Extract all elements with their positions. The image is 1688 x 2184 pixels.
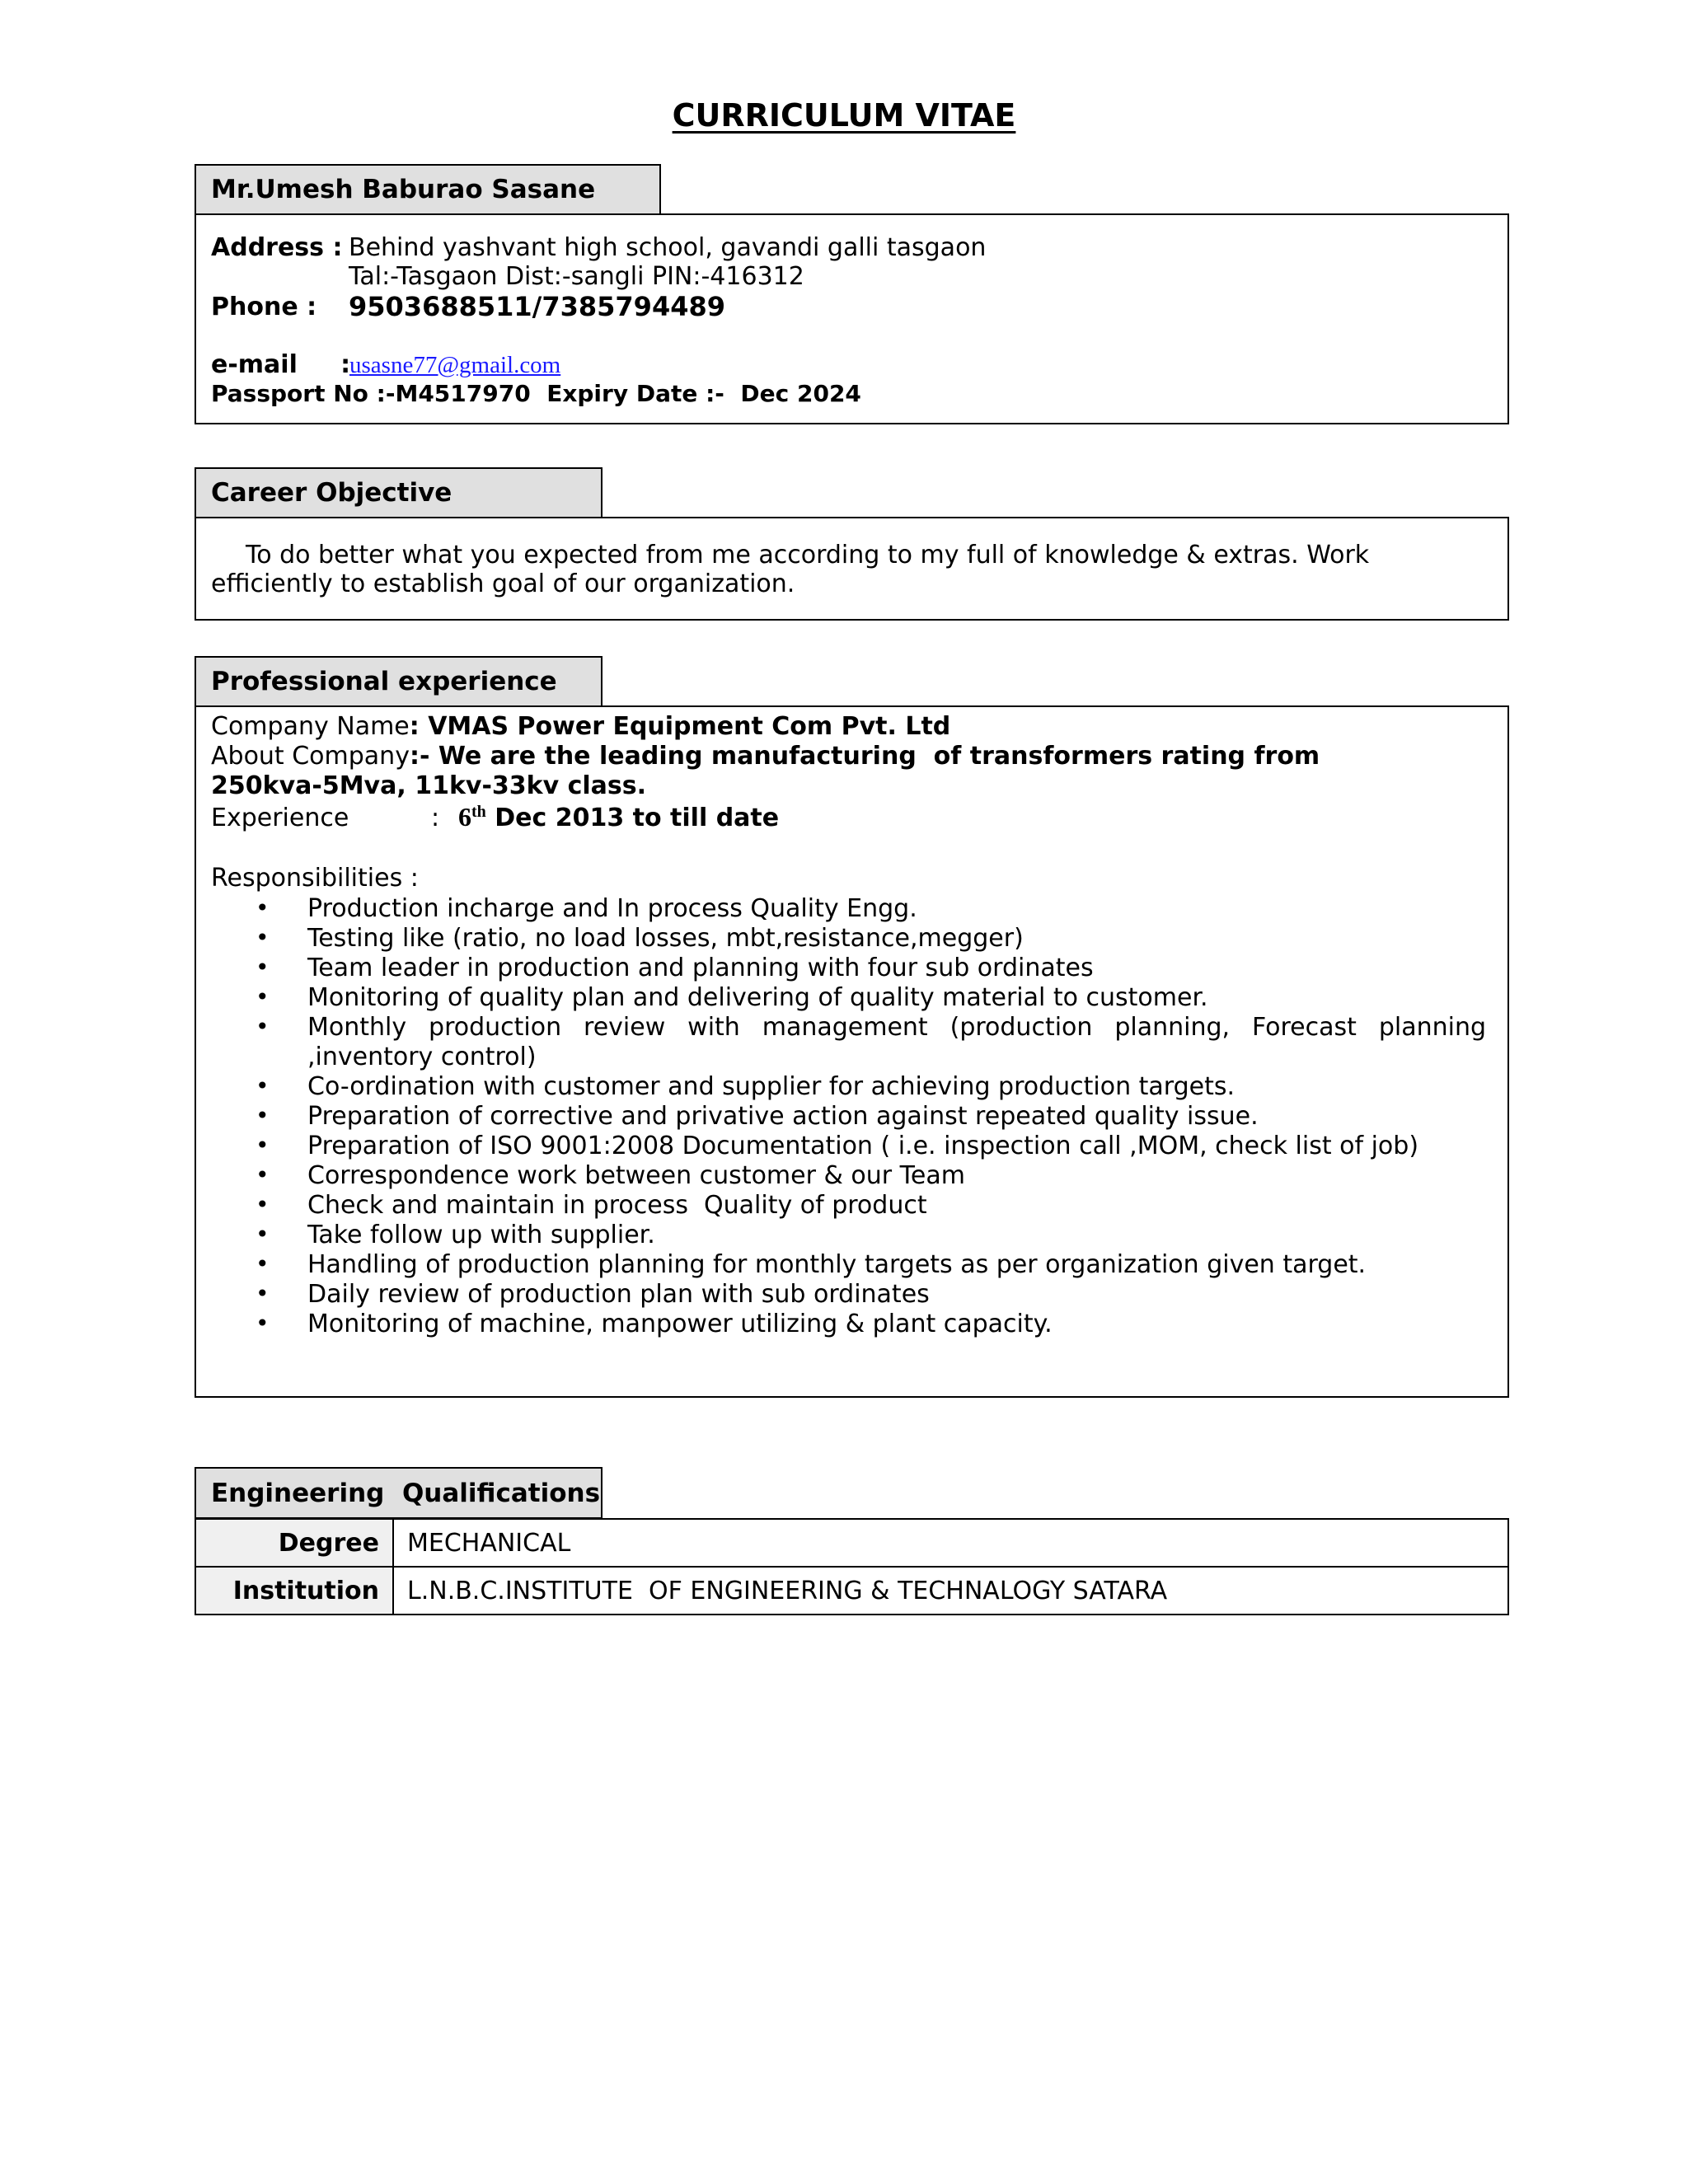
address-line-1: Behind yashvant high school, gavandi galli tasgaon: [349, 233, 987, 262]
responsibility-text: Take follow up with supplier.: [307, 1221, 655, 1249]
career-objective-box: [195, 517, 1509, 621]
bullet: •: [256, 1102, 270, 1129]
about-company-value: :- We are the leading manufacturing of transformers rating from: [409, 742, 1320, 771]
responsibility-text: Monthly production review with management (production planning, Forecast planning: [307, 1013, 1486, 1042]
bullet: •: [256, 1191, 270, 1218]
address-label: Address :: [211, 233, 343, 262]
professional-experience-heading: Professional experience: [211, 667, 557, 696]
responsibility-text: Preparation of ISO 9001:2008 Documentation ( i.e. inspection call ,MOM, check list of job): [307, 1132, 1419, 1160]
company-name-label: Company Name: [211, 712, 410, 741]
responsibility-text: Monitoring of machine, manpower utilizing & plant capacity.: [307, 1310, 1053, 1338]
phone-value: 9503688511/7385794489: [349, 291, 725, 322]
address-line-2: Tal:-Tasgaon Dist:-sangli PIN:-416312: [349, 262, 804, 291]
name-header-tab: [195, 164, 661, 215]
candidate-name: Mr.Umesh Baburao Sasane: [211, 175, 596, 204]
degree-label: Degree: [195, 1519, 393, 1567]
experience-colon: :: [431, 804, 440, 832]
bullet: •: [256, 924, 270, 951]
responsibility-text: Team leader in production and planning with four sub ordinates: [307, 954, 1094, 982]
bullet: •: [256, 1221, 270, 1248]
responsibility-text: Handling of production planning for monthly targets as per organization given target.: [307, 1250, 1367, 1279]
engineering-qualifications-heading: Engineering Qualifications: [211, 1478, 601, 1508]
page-title: CURRICULUM VITAE: [672, 97, 1016, 134]
experience-label: Experience: [211, 804, 349, 832]
responsibility-text: Production incharge and In process Quality Engg.: [307, 894, 917, 923]
experience-period: Dec 2013 to till date: [485, 804, 780, 832]
table-row: [195, 1567, 1508, 1615]
responsibility-text: Check and maintain in process Quality of product: [307, 1191, 927, 1220]
about-company-row: [211, 742, 1320, 771]
career-objective-tab: [195, 467, 603, 518]
qualifications-table: [195, 1518, 1509, 1615]
responsibility-text: Preparation of corrective and privative action against repeated quality issue.: [307, 1102, 1259, 1131]
responsibility-text: Testing like (ratio, no load losses, mbt,resistance,megger): [307, 924, 1024, 953]
professional-experience-tab: [195, 656, 603, 707]
bullet: •: [256, 1280, 270, 1307]
bullet: •: [256, 1132, 270, 1159]
about-company-label: About Company: [211, 742, 410, 771]
engineering-qualifications-tab: [195, 1467, 603, 1519]
career-objective-heading: Career Objective: [211, 478, 452, 508]
company-name-value: : VMAS Power Equipment Com Pvt. Ltd: [409, 712, 951, 741]
contact-box: [195, 213, 1509, 424]
institution-value: L.N.B.C.INSTITUTE OF ENGINEERING & TECHNALOGY SATARA: [393, 1567, 1508, 1615]
bullet: •: [256, 1013, 270, 1040]
email-label: e-mail :: [211, 350, 351, 379]
bullet: •: [256, 983, 270, 1010]
phone-label: Phone :: [211, 293, 317, 321]
responsibility-text-continued: ,inventory control): [307, 1043, 537, 1071]
career-objective-line-2: efficiently to establish goal of our organization.: [211, 569, 795, 598]
passport-info: Passport No :-M4517970 Expiry Date :- Dec 2024: [211, 380, 861, 407]
experience-day: 6: [458, 802, 471, 832]
responsibilities-label: Responsibilities :: [211, 864, 419, 893]
experience-day-suffix: th: [471, 803, 486, 821]
responsibility-text: Correspondence work between customer & our Team: [307, 1161, 965, 1190]
company-name-row: [211, 712, 950, 741]
responsibility-text: Co-ordination with customer and supplier for achieving production targets.: [307, 1072, 1236, 1101]
experience-value: [458, 802, 779, 832]
bullet: •: [256, 1310, 270, 1337]
institution-label: Institution: [195, 1567, 393, 1615]
bullet: •: [256, 894, 270, 921]
professional-experience-box: [195, 705, 1509, 1398]
degree-value: MECHANICAL: [393, 1519, 1508, 1567]
bullet: •: [256, 1072, 270, 1099]
bullet: •: [256, 1250, 270, 1277]
table-row: [195, 1519, 1508, 1567]
responsibility-text: Daily review of production plan with sub ordinates: [307, 1280, 930, 1309]
responsibility-text: Monitoring of quality plan and delivering of quality material to customer.: [307, 983, 1208, 1012]
bullet: •: [256, 1161, 270, 1188]
email-link[interactable]: usasne77@gmail.com: [349, 352, 561, 378]
career-objective-line-1: To do better what you expected from me according to my full of knowledge & extras. Work: [246, 541, 1370, 569]
about-company-value-2: 250kva-5Mva, 11kv-33kv class.: [211, 771, 647, 800]
bullet: •: [256, 954, 270, 981]
